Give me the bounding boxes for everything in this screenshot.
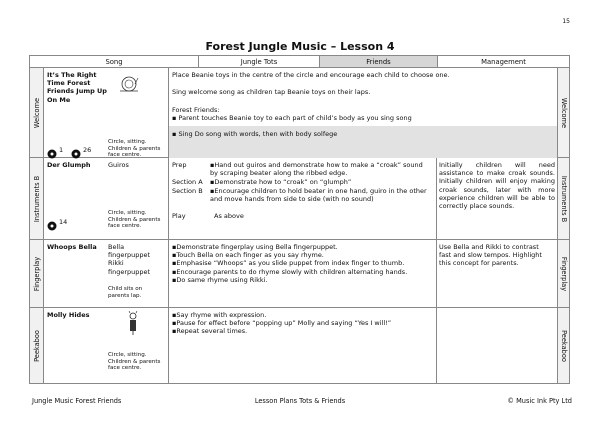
header-jungle-tots: Jungle Tots: [198, 56, 319, 68]
cd-icon: [47, 216, 57, 226]
footer-center: Lesson Plans Tots & Friends: [254, 397, 346, 405]
header-song: Song: [30, 56, 198, 68]
section-b-text: ▪Encourage children to hold beater in one hand, guiro in the other and move hands from side to side (with no sound): [210, 187, 427, 204]
setup-note: Child sits on parents lap.: [108, 286, 143, 299]
row-peekaboo: [30, 308, 569, 383]
friends-heading: Forest Friends:: [172, 106, 220, 114]
song-title: Der Glumph: [47, 161, 91, 169]
list-item: ▪Touch Bella on each finger as you say rhyme.: [172, 251, 324, 260]
row-welcome: [30, 68, 569, 158]
play-label: Play: [172, 212, 186, 220]
song-title: Whoops Bella: [47, 243, 97, 251]
list-item: ▪Encourage parents to do rhyme slowly with children alternating hands.: [172, 267, 408, 276]
list-item: ▪Pause for effect before “popping up” Molly and saying “Yes I will!”: [172, 319, 392, 328]
management-note: Use Bella and Rikki to contrast fast and slow tempos. Highlight this concept for parents.: [439, 243, 542, 268]
row-label-peekaboo-right: Peekaboo: [557, 308, 569, 383]
cd-track: 26: [83, 146, 92, 154]
row-label-fingerplay: Fingerplay: [30, 240, 44, 307]
section-a-label: Section A: [172, 178, 203, 186]
list-item: ▪Demonstrate fingerplay using Bella fingerpuppet.: [172, 243, 338, 251]
cd-track: 1: [59, 146, 64, 154]
row-label-fingerplay-right: Fingerplay: [557, 240, 569, 307]
friends-bullet: ▪ Parent touches Beanie toy to each part of child’s body as you sing song: [172, 114, 412, 122]
song-title: Molly Hides: [47, 311, 90, 319]
molly-puppet-icon: [126, 311, 140, 335]
list-item: ▪Emphasise “Whoops” as you slide puppet from index finger to thumb.: [172, 259, 405, 268]
row-label-instruments: Instruments B: [30, 158, 44, 239]
cd-icon: [71, 144, 81, 154]
row-label-welcome-right: Welcome: [557, 68, 569, 157]
page-title: Forest Jungle Music – Lesson 4: [205, 40, 395, 53]
list-item: ▪Repeat several times.: [172, 327, 248, 336]
cd-track: 14: [59, 218, 68, 226]
activity-line: Place Beanie toys in the centre of the circle and encourage each child to choose one.: [172, 71, 450, 79]
prep-text: ▪Hand out guiros and demonstrate how to make a “croak” sound by scraping beater along the ribbed edge.: [210, 161, 423, 178]
row-instruments: [30, 158, 569, 240]
shaded-bullet: ▪ Sing Do song with words, then with body solfege: [172, 130, 338, 138]
section-b-label: Section B: [172, 187, 203, 195]
song-title: It’s The Right Time Forest Friends Jump Up On Me: [47, 71, 107, 104]
row-label-welcome: Welcome: [30, 68, 44, 157]
management-note: Initially children will need assistance to make croak sounds. Initially children will enjoy making croak sounds, later with more experience children will be able to correctly place sounds.: [439, 161, 555, 211]
cd-icon: [47, 144, 57, 154]
footer-right: © Music Ink Pty Ltd: [507, 397, 572, 405]
list-item: ▪Do same rhyme using Rikki.: [172, 275, 268, 284]
activity-line: Sing welcome song as children tap Beanie toys on their laps.: [172, 88, 371, 96]
row-fingerplay: [30, 240, 569, 308]
section-a-text: ▪Demonstrate how to “croak” on “glumph”: [210, 178, 352, 186]
page-number: 15: [562, 18, 570, 25]
props: Bella fingerpuppet Rikki fingerpuppet: [108, 243, 151, 276]
prep-label: Prep: [172, 161, 187, 169]
instrument: Guiros: [108, 161, 129, 169]
lesson-table: [29, 55, 570, 384]
snail-icon: [118, 72, 140, 94]
footer-left: Jungle Music Forest Friends: [32, 397, 122, 405]
row-label-instruments-right: Instruments B: [557, 158, 569, 239]
header-management: Management: [437, 56, 569, 68]
setup-note: Circle, sitting. Children & parents face centre.: [108, 352, 161, 372]
setup-note: Circle, sitting. Children & parents face centre.: [108, 139, 161, 159]
bullet-list: [172, 243, 434, 284]
play-text: As above: [214, 212, 244, 220]
list-item: ▪Say rhyme with expression.: [172, 311, 267, 319]
setup-note: Circle, sitting. Children & parents face centre.: [108, 210, 161, 230]
header-friends: Friends: [319, 56, 437, 68]
bullet-list: [172, 311, 434, 336]
row-label-peekaboo: Peekaboo: [30, 308, 44, 383]
